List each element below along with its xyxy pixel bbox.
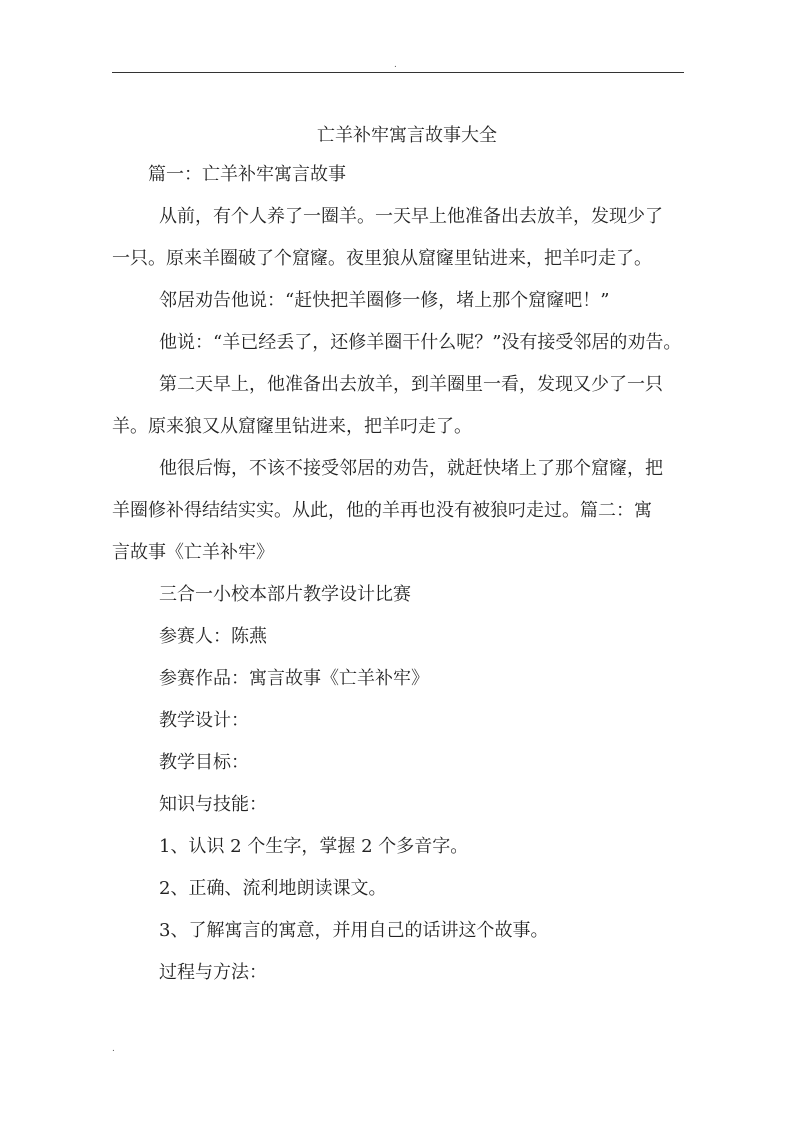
paragraph-line: 言故事《亡羊补牢》 [112, 542, 274, 563]
paragraph-line: 邻居劝告他说：“赶快把羊圈修一修，堵上那个窟窿吧！” [159, 290, 610, 311]
paragraph-line: 他很后悔，不该不接受邻居的劝告，就赶快堵上了那个窟窿，把 [159, 458, 663, 479]
list-line: 过程与方法： [159, 962, 267, 983]
list-line: 知识与技能： [159, 794, 267, 815]
list-line: 三合一小校本部片教学设计比赛 [159, 584, 411, 605]
list-line: 2、正确、流利地朗读课文。 [159, 878, 387, 899]
list-line: 参赛作品：寓言故事《亡羊补牢》 [159, 668, 429, 689]
paragraph-line: 从前，有个人养了一圈羊。一天早上他准备出去放羊，发现少了 [159, 206, 663, 227]
paragraph-line: 他说：“羊已经丢了，还修羊圈干什么呢？”没有接受邻居的劝告。 [159, 332, 682, 353]
header-rule [112, 72, 684, 73]
paragraph-line: 羊圈修补得结结实实。从此，他的羊再也没有被狼叼走过。篇二：寓 [112, 500, 652, 521]
paragraph-line: 一只。原来羊圈破了个窟窿。夜里狼从窟窿里钻进来，把羊叼走了。 [112, 248, 652, 269]
list-line: 参赛人：陈燕 [159, 626, 267, 647]
paragraph-line: 第二天早上，他准备出去放羊，到羊圈里一看，发现又少了一只 [159, 374, 663, 395]
footer-mark: . [112, 1043, 115, 1054]
document-title: 亡羊补牢寓言故事大全 [317, 125, 497, 146]
list-line: 教学目标： [159, 752, 249, 773]
list-line: 3、了解寓言的寓意，并用自己的话讲这个故事。 [159, 920, 549, 941]
paragraph-line: 羊。原来狼又从窟窿里钻进来，把羊叼走了。 [112, 416, 472, 437]
list-line: 教学设计： [159, 710, 249, 731]
document-body [112, 118, 692, 994]
list-line: 1、认识 2 个生字，掌握 2 个多音字。 [159, 836, 469, 857]
header-mark: . [394, 59, 397, 70]
section-heading: 篇一：亡羊补牢寓言故事 [148, 164, 346, 185]
